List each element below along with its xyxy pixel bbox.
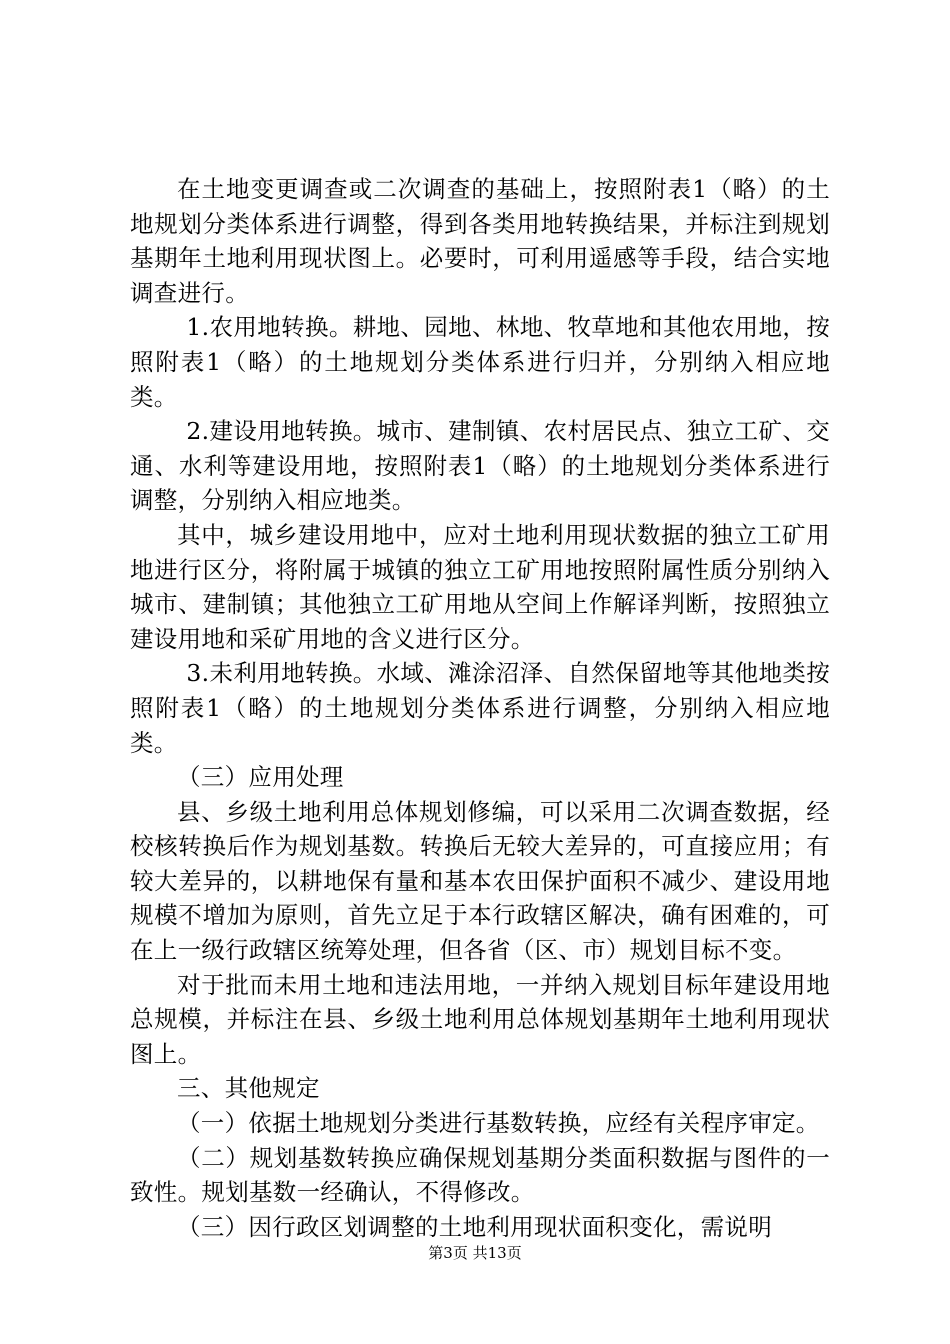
paragraph-rule-1: （一）依据土地规划分类进行基数转换，应经有关程序审定。: [177, 1109, 820, 1138]
paragraph-item-unused-land: 3.未利用地转换。水域、滩涂沼泽、自然保留地等其他地类按照附表1（略）的土地规划分类体系进行调整，分别纳入相应地类。: [130, 659, 830, 757]
paragraph-industrial-mining-note: 其中，城乡建设用地中，应对土地利用现状数据的独立工矿用地进行区分，将附属于城镇的独立工矿用地按照附属性质分别纳入城市、建制镇；其他独立工矿用地从空间上作解译判断，按照独立建设用地和采矿用地的含义进行区分。: [130, 520, 830, 653]
section-heading-other-rules: 三、其他规定: [177, 1074, 320, 1103]
document-body: [130, 172, 830, 1244]
section-heading-application: （三）应用处理: [177, 763, 344, 792]
paragraph-intro: 在土地变更调查或二次调查的基础上，按照附表1（略）的土地规划分类体系进行调整，得到各类用地转换结果，并标注到规划基期年土地利用现状图上。必要时，可利用遥感等手段，结合实地调查进行。: [130, 175, 830, 307]
paragraph-item-construction-land: 2.建设用地转换。城市、建制镇、农村居民点、独立工矿、交通、水利等建设用地，按照附表1（略）的土地规划分类体系进行调整，分别纳入相应地类。: [130, 417, 830, 515]
paragraph-application: 县、乡级土地利用总体规划修编，可以采用二次调查数据，经校核转换后作为规划基数。转换后无较大差异的，可直接应用；有较大差异的，以耕地保有量和基本农田保护面积不减少、建设用地规模不增加为原则，首先立足于本行政辖区解决，确有困难的，可在上一级行政辖区统筹处理，但各省（区、市）规划目标不变。: [130, 797, 830, 965]
page-number-footer: 第3页 共13页: [428, 1244, 522, 1262]
paragraph-approved-unused-land: 对于批而未用土地和违法用地，一并纳入规划目标年建设用地总规模，并标注在县、乡级土地利用总体规划基期年土地利用现状图上。: [130, 970, 830, 1068]
paragraph-rule-2: （二）规划基数转换应确保规划基期分类面积数据与图件的一致性。规划基数一经确认，不得修改。: [130, 1143, 830, 1207]
paragraph-rule-3: （三）因行政区划调整的土地利用现状面积变化，需说明: [177, 1212, 772, 1241]
paragraph-item-farmland: 1.农用地转换。耕地、园地、林地、牧草地和其他农用地，按照附表1（略）的土地规划分类体系进行归并，分别纳入相应地类。: [130, 313, 830, 411]
